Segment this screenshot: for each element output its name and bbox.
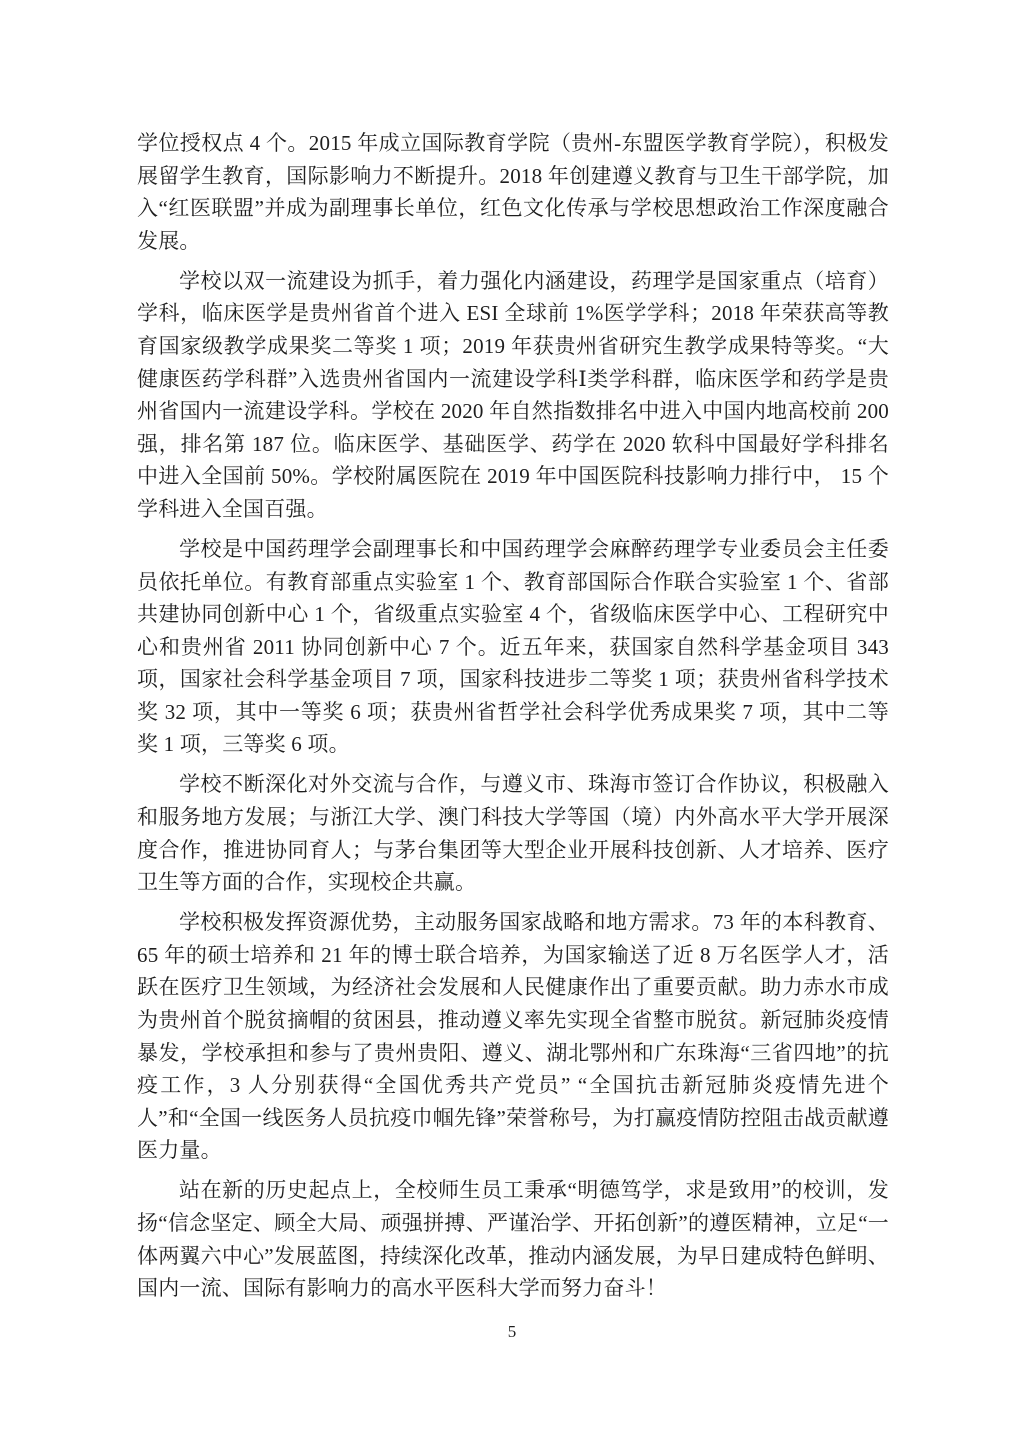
document-body (137, 127, 889, 1312)
page-number: 5 (507, 1322, 517, 1341)
paragraph-5: 学校积极发挥资源优势，主动服务国家战略和地方需求。73 年的本科教育、65 年的硕士培养和 21 年的博士联合培养，为国家输送了近 8 万名医学人才，活跃在医疗卫生领域，为经济社会发展和人民健康作出了重要贡献。助力赤水市成为贵州首个脱贫摘帽的贫困县，推动遵义率先实现全省整市脱贫。新冠肺炎疫情暴发，学校承担和参与了贵州贵阳、遵义、湖北鄂州和广东珠海“三省四地”的抗疫工作，3 人分别获得“全国优秀共产党员” “全国抗击新冠肺炎疫情先进个人”和“全国一线医务人员抗疫巾帼先锋”荣誉称号，为打赢疫情防控阻击战贡献遵医力量。 (137, 910, 889, 1163)
paragraph-6: 站在新的历史起点上，全校师生员工秉承“明德笃学，求是致用”的校训，发扬“信念坚定、顾全大局、顽强拼搏、严谨治学、开拓创新”的遵医精神，立足“一体两翼六中心”发展蓝图，持续深化改革，推动内涵发展，为早日建成特色鲜明、国内一流、国际有影响力的高水平医科大学而努力奋斗！ (137, 1178, 889, 1301)
paragraph-2: 学校以双一流建设为抓手，着力强化内涵建设，药理学是国家重点（培育）学科，临床医学是贵州省首个进入 ESI 全球前 1%医学学科；2018 年荣获高等教育国家级教学成果奖二等奖 1 项；2019 年获贵州省研究生教学成果特等奖。“大健康医药学科群”入选贵州省国内一流建设学科Ⅰ类学科群，临床医学和药学是贵州省国内一流建设学科。学校在 2020 年自然指数排名中进入中国内地高校前 200 强，排名第 187 位。临床医学、基础医学、药学在 2020 软科中国最好学科排名中进入全国前 50%。学校附属医院在 2019 年中国医院科技影响力排行中， 15 个学科进入全国百强。 (137, 268, 889, 521)
paragraph-1: 学位授权点 4 个。2015 年成立国际教育学院（贵州-东盟医学教育学院），积极发展留学生教育，国际影响力不断提升。2018 年创建遵义教育与卫生干部学院，加入“红医联盟”并成为副理事长单位，红色文化传承与学校思想政治工作深度融合发展。 (137, 131, 889, 253)
paragraph-3: 学校是中国药理学会副理事长和中国药理学会麻醉药理学专业委员会主任委员依托单位。有教育部重点实验室 1 个、教育部国际合作联合实验室 1 个、省部共建协同创新中心 1 个，省级重点实验室 4 个，省级临床医学中心、工程研究中心和贵州省 2011 协同创新中心 7 个。近五年来，获国家自然科学基金项目 343 项，国家社会科学基金项目 7 项，国家科技进步二等奖 1 项；获贵州省科学技术奖 32 项，其中一等奖 6 项；获贵州省哲学社会科学优秀成果奖 7 项，其中二等奖 1 项，三等奖 6 项。 (137, 536, 890, 757)
paragraph-4: 学校不断深化对外交流与合作，与遵义市、珠海市签订合作协议，积极融入和服务地方发展；与浙江大学、澳门科技大学等国（境）内外高水平大学开展深度合作，推进协同育人；与茅台集团等大型企业开展科技创新、人才培养、医疗卫生等方面的合作，实现校企共赢。 (137, 772, 889, 895)
